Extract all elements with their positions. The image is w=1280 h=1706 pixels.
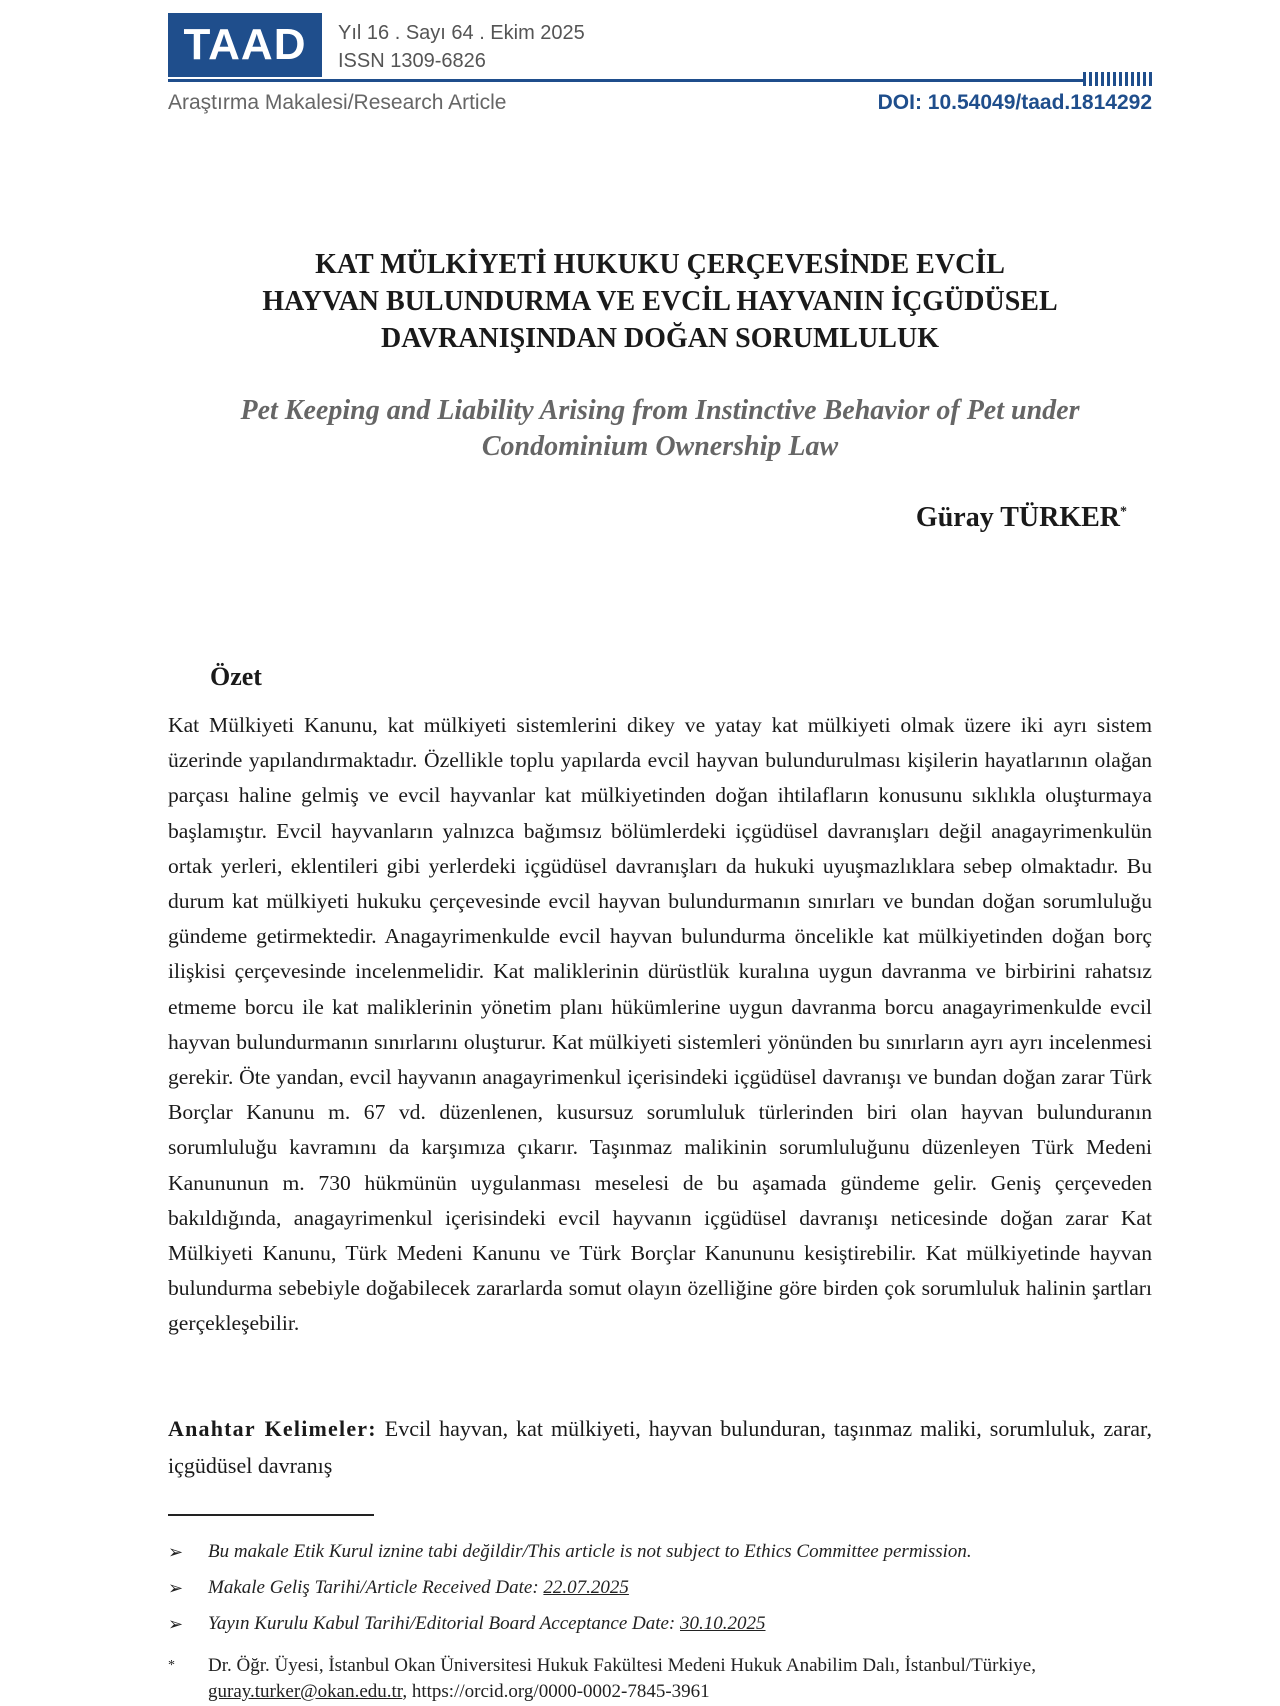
article-title (168, 246, 1152, 357)
footnote-received (168, 1575, 1152, 1601)
received-label: Makale Geliş Tarihi/Article Received Date: (208, 1577, 539, 1598)
author-footnote-marker: * (1120, 504, 1127, 520)
journal-logo: TAAD (168, 13, 322, 77)
title-line: KAT MÜLKİYETİ HUKUKU ÇERÇEVESİNDE EVCİL (315, 249, 1005, 280)
footnote-ethics-text: Bu makale Etik Kurul iznine tabi değildir/This article is not subject to Ethics Committee permission. (208, 1541, 972, 1562)
subtitle-line: Pet Keeping and Liability Arising from Instinctive Behavior of Pet under (240, 395, 1080, 426)
arrow-bullet-icon: ➢ (168, 1614, 184, 1634)
title-line: HAYVAN BULUNDURMA VE EVCİL HAYVANIN İÇGÜDÜSEL (262, 286, 1058, 317)
author-name-text: Güray TÜRKER (915, 502, 1120, 533)
issue-info (338, 19, 585, 75)
accepted-date: 30.10.2025 (680, 1613, 766, 1634)
issue-line: Yıl 16 . Sayı 64 . Ekim 2025 (338, 22, 585, 44)
abstract-text: Kat Mülkiyeti Kanunu, kat mülkiyeti sistemlerini dikey ve yatay kat mülkiyeti olmak üzere iki ayrı sistem üzerinde yapılandırmaktadır. Özellikle toplu yapılarda evcil hayvan bulundurulması kişilerin hayatlarının olağan parçası haline gelmiş ve evcil hayvanlar kat mülkiyetinden doğan ihtilafların konusunu sıklıkla oluşturmaya başlamıştır. Evcil hayvanların yalnızca bağımsız bölümlerdeki içgüdüsel davranışları değil anagayrimenkulün ortak yerleri, eklentileri gibi yerlerdeki içgüdüsel davranışları da hukuki uyuşmazlıklara sebep olmaktadır. Bu durum kat mülkiyeti hukuku çerçevesinde evcil hayvan bulundurmanın sınırları ve bundan doğan sorumluluğu gündeme getirmektedir. Anagayrimenkulde evcil hayvan bulundurma öncelikle kat mülkiyetinden doğan borç ilişkisi çerçevesinde incelenmelidir. Kat maliklerinin dürüstlük kuralına uygun davranma ve birbirini rahatsız etmeme borcu ile kat maliklerinin yönetim planı hükümlerine uygun davranma borcu anagayrimenkulde evcil hayvan bulundurmanın sınırlarını oluşturur. Kat mülkiyeti sistemleri yönünden bu sınırların ayrı ayrı incelenmesi gerekir. Öte yandan, evcil hayvanın anagayrimenkul içerisindeki içgüdüsel davranışı ve bundan doğan zarar Türk Borçlar Kanunu m. 67 vd. düzenlenen, kusursuz sorumluluk türlerinden biri olan hayvan bulunduranın sorumluluğu kavramını da karşımıza çıkarır. Taşınmaz malikinin sorumluluğunu düzenleyen Türk Medeni Kanununun m. 730 hükmünün uygulanması meselesi de bu aşamada gündeme gelir. Geniş çerçeveden bakıldığında, anagayrimenkul içerisindeki evcil hayvanın içgüdüsel davranışı neticesinde doğan zarar Kat Mülkiyeti Kanunu, Türk Medeni Kanunu ve Türk Borçlar Kanununu kesiştirebilir. Kat mülkiyetinde hayvan bulundurma sebebiyle doğabilecek zararlarda somut olayın özelliğine göre birden çok sorumluluk halinin şartları gerçekleşebilir. (168, 713, 1152, 1336)
subtitle-line: Condominium Ownership Law (481, 431, 839, 462)
keywords-text: Evcil hayvan, kat mülkiyeti, hayvan bulunduran, taşınmaz maliki, sorumluluk, zarar, içgüdüsel davranış (168, 1416, 1153, 1478)
footnote-ethics (168, 1539, 1152, 1565)
barcode-ornament (1083, 72, 1152, 86)
footnote-accepted (168, 1611, 1152, 1637)
doi-link[interactable]: DOI: 10.54049/taad.1814292 (877, 91, 1152, 114)
author-affiliation: Dr. Öğr. Üyesi, İstanbul Okan Üniversitesi Hukuk Fakültesi Medeni Hukuk Anabilim Dalı, İstanbul/Türkiye, (208, 1655, 1036, 1676)
author-email-link[interactable]: guray.turker@okan.edu.tr (208, 1681, 403, 1702)
author-orcid[interactable]: , https://orcid.org/0000-0002-7845-3961 (402, 1681, 710, 1702)
arrow-bullet-icon: ➢ (168, 1578, 184, 1598)
abstract-heading: Özet (210, 662, 262, 691)
header-rule (168, 79, 1083, 82)
journal-header (168, 13, 1152, 123)
footnote-divider (168, 1514, 374, 1516)
accepted-label: Yayın Kurulu Kabul Tarihi/Editorial Board Acceptance Date: (208, 1613, 676, 1634)
article-subtitle (168, 393, 1152, 465)
footnote-author (168, 1653, 1152, 1705)
author-footnote-star: * (168, 1658, 175, 1673)
received-date: 22.07.2025 (543, 1577, 629, 1598)
article-type: Araştırma Makalesi/Research Article (168, 91, 507, 114)
issn-line: ISSN 1309-6826 (338, 50, 486, 72)
title-line: DAVRANIŞINDAN DOĞAN SORUMLULUK (381, 323, 939, 354)
keywords-label: Anahtar Kelimeler: (168, 1416, 377, 1441)
author-name (916, 502, 1127, 534)
arrow-bullet-icon: ➢ (168, 1542, 184, 1562)
keywords (168, 1410, 1152, 1484)
